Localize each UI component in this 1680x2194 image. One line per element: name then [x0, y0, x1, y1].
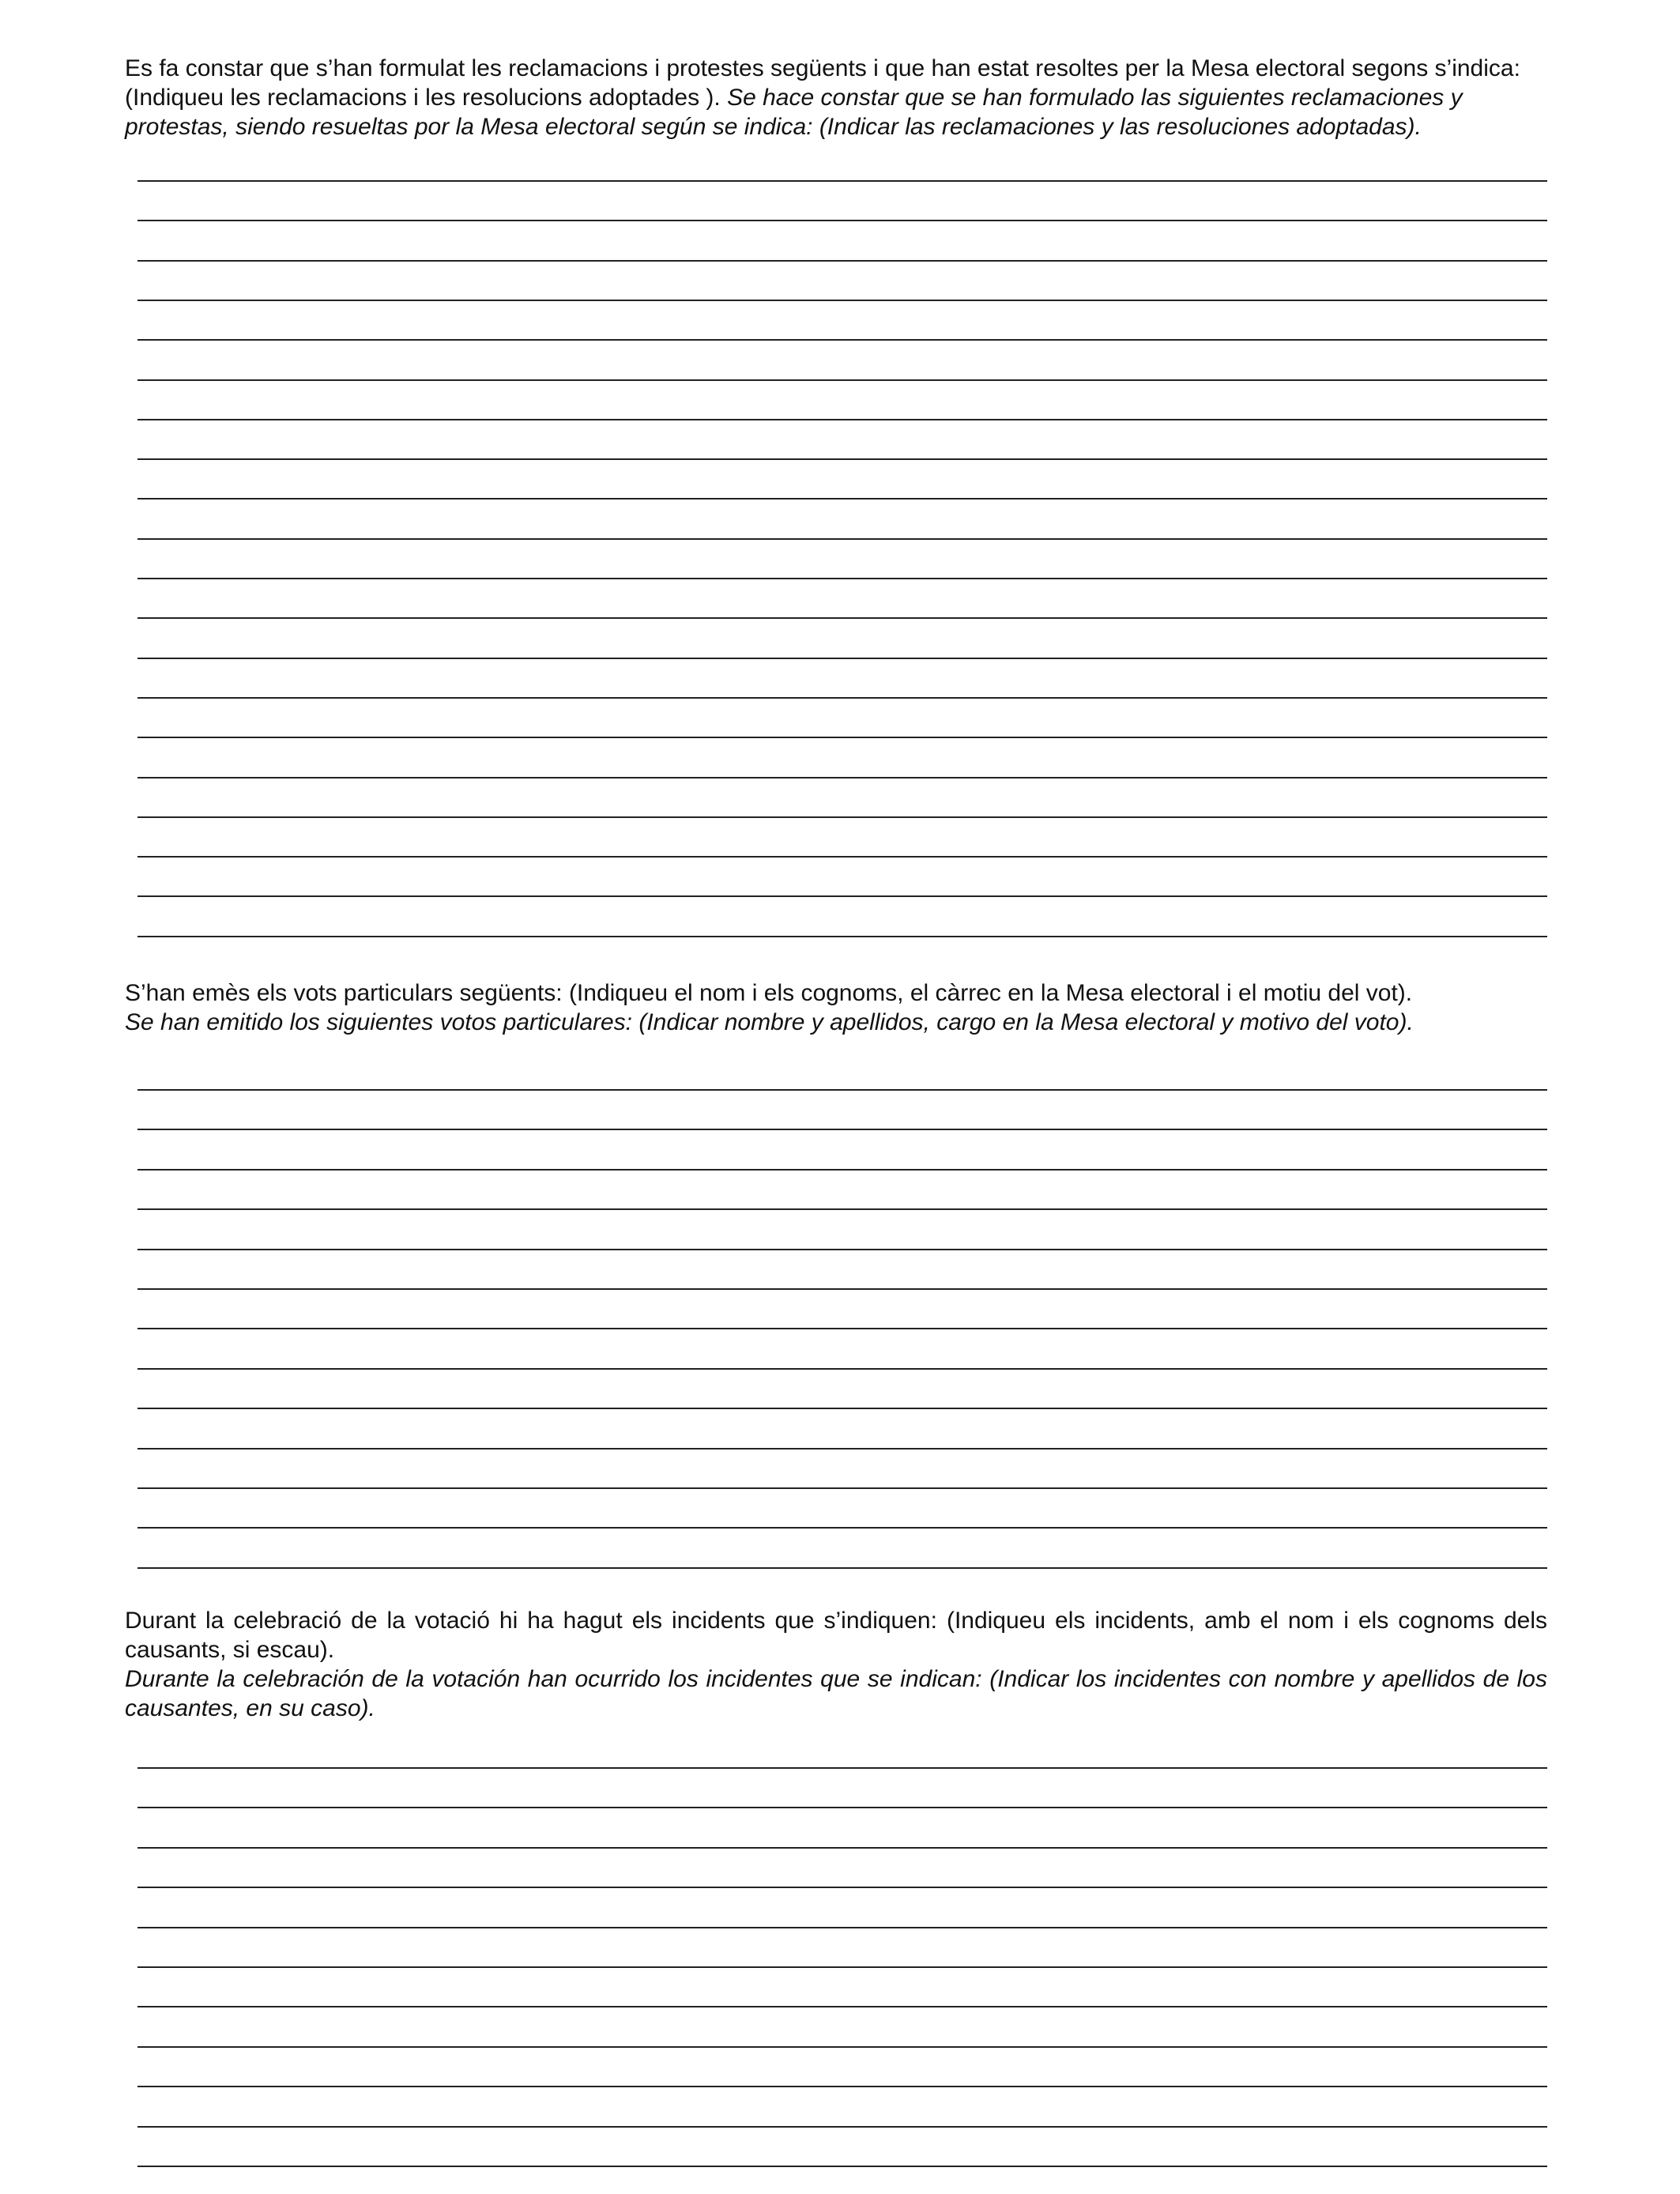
writing-line[interactable]: [137, 617, 1547, 619]
writing-line[interactable]: [137, 1129, 1547, 1130]
particular-votes-heading: [125, 978, 1547, 1037]
writing-line[interactable]: [137, 578, 1547, 579]
writing-line[interactable]: [137, 2086, 1547, 2087]
writing-line[interactable]: [137, 936, 1547, 937]
writing-line[interactable]: [137, 458, 1547, 460]
writing-line[interactable]: [137, 1448, 1547, 1449]
writing-line[interactable]: [137, 1169, 1547, 1171]
writing-line[interactable]: [137, 1089, 1547, 1091]
incidents-heading-ca: Durant la celebració de la votació hi ha hagut els incidents que s’indiquen: (Indiqueu els incidents, amb el nom i els cognoms dels causants, si escau).: [125, 1608, 1547, 1663]
writing-line[interactable]: [137, 658, 1547, 659]
writing-line[interactable]: [137, 419, 1547, 420]
writing-line[interactable]: [137, 895, 1547, 897]
writing-line[interactable]: [137, 379, 1547, 381]
writing-line[interactable]: [137, 2046, 1547, 2048]
writing-line[interactable]: [137, 339, 1547, 341]
writing-line[interactable]: [137, 538, 1547, 540]
writing-line[interactable]: [137, 1966, 1547, 1968]
writing-line[interactable]: [137, 737, 1547, 738]
writing-line[interactable]: [137, 220, 1547, 221]
writing-line[interactable]: [137, 2166, 1547, 2167]
writing-line[interactable]: [137, 816, 1547, 818]
writing-line[interactable]: [137, 2006, 1547, 2007]
writing-line[interactable]: [137, 1767, 1547, 1769]
writing-line[interactable]: [137, 260, 1547, 262]
writing-line[interactable]: [137, 1288, 1547, 1290]
writing-line[interactable]: [137, 300, 1547, 301]
particular-votes-heading-es: Se han emitido los siguientes votos particulares: (Indicar nombre y apellidos, cargo en la Mesa electoral y motivo del voto).: [125, 1009, 1414, 1035]
writing-line[interactable]: [137, 1847, 1547, 1849]
writing-line[interactable]: [137, 1807, 1547, 1808]
writing-line[interactable]: [137, 180, 1547, 182]
writing-line[interactable]: [137, 2126, 1547, 2128]
writing-line[interactable]: [137, 1567, 1547, 1569]
writing-line[interactable]: [137, 697, 1547, 699]
writing-line[interactable]: [137, 1328, 1547, 1329]
incidents-heading: [125, 1606, 1547, 1723]
incidents-heading-es: Durante la celebración de la votación han ocurrido los incidentes que se indican: (Indicar los incidentes con nombre y apellidos de los causantes, en su caso).: [125, 1666, 1547, 1721]
writing-line[interactable]: [137, 1887, 1547, 1888]
writing-line[interactable]: [137, 1208, 1547, 1210]
writing-line[interactable]: [137, 777, 1547, 778]
writing-line[interactable]: [137, 498, 1547, 499]
reclamations-heading-es: Se hace constar que se han formulado las siguientes reclamaciones y protestas, siendo resueltas por la Mesa electoral según se indica: (Indicar las reclamaciones y las resoluciones adoptadas).: [125, 85, 1463, 140]
particular-votes-heading-ca: S’han emès els vots particulars següents: (Indiqueu el nom i els cognoms, el càrrec en la Mesa electoral i el motiu del vot).: [125, 980, 1413, 1006]
writing-line[interactable]: [137, 1927, 1547, 1928]
reclamations-heading-ca: Es fa constar que s’han formulat les reclamacions i protestes següents i que han estat resoltes per la Mesa electoral segons s’indica: (Indiqueu les reclamacions i les resolucions adoptades ).: [125, 55, 1520, 111]
writing-line[interactable]: [137, 1527, 1547, 1529]
writing-line[interactable]: [137, 1249, 1547, 1250]
writing-line[interactable]: [137, 856, 1547, 858]
writing-line[interactable]: [137, 1487, 1547, 1489]
writing-line[interactable]: [137, 1408, 1547, 1409]
writing-line[interactable]: [137, 1368, 1547, 1370]
reclamations-heading: [125, 54, 1547, 141]
